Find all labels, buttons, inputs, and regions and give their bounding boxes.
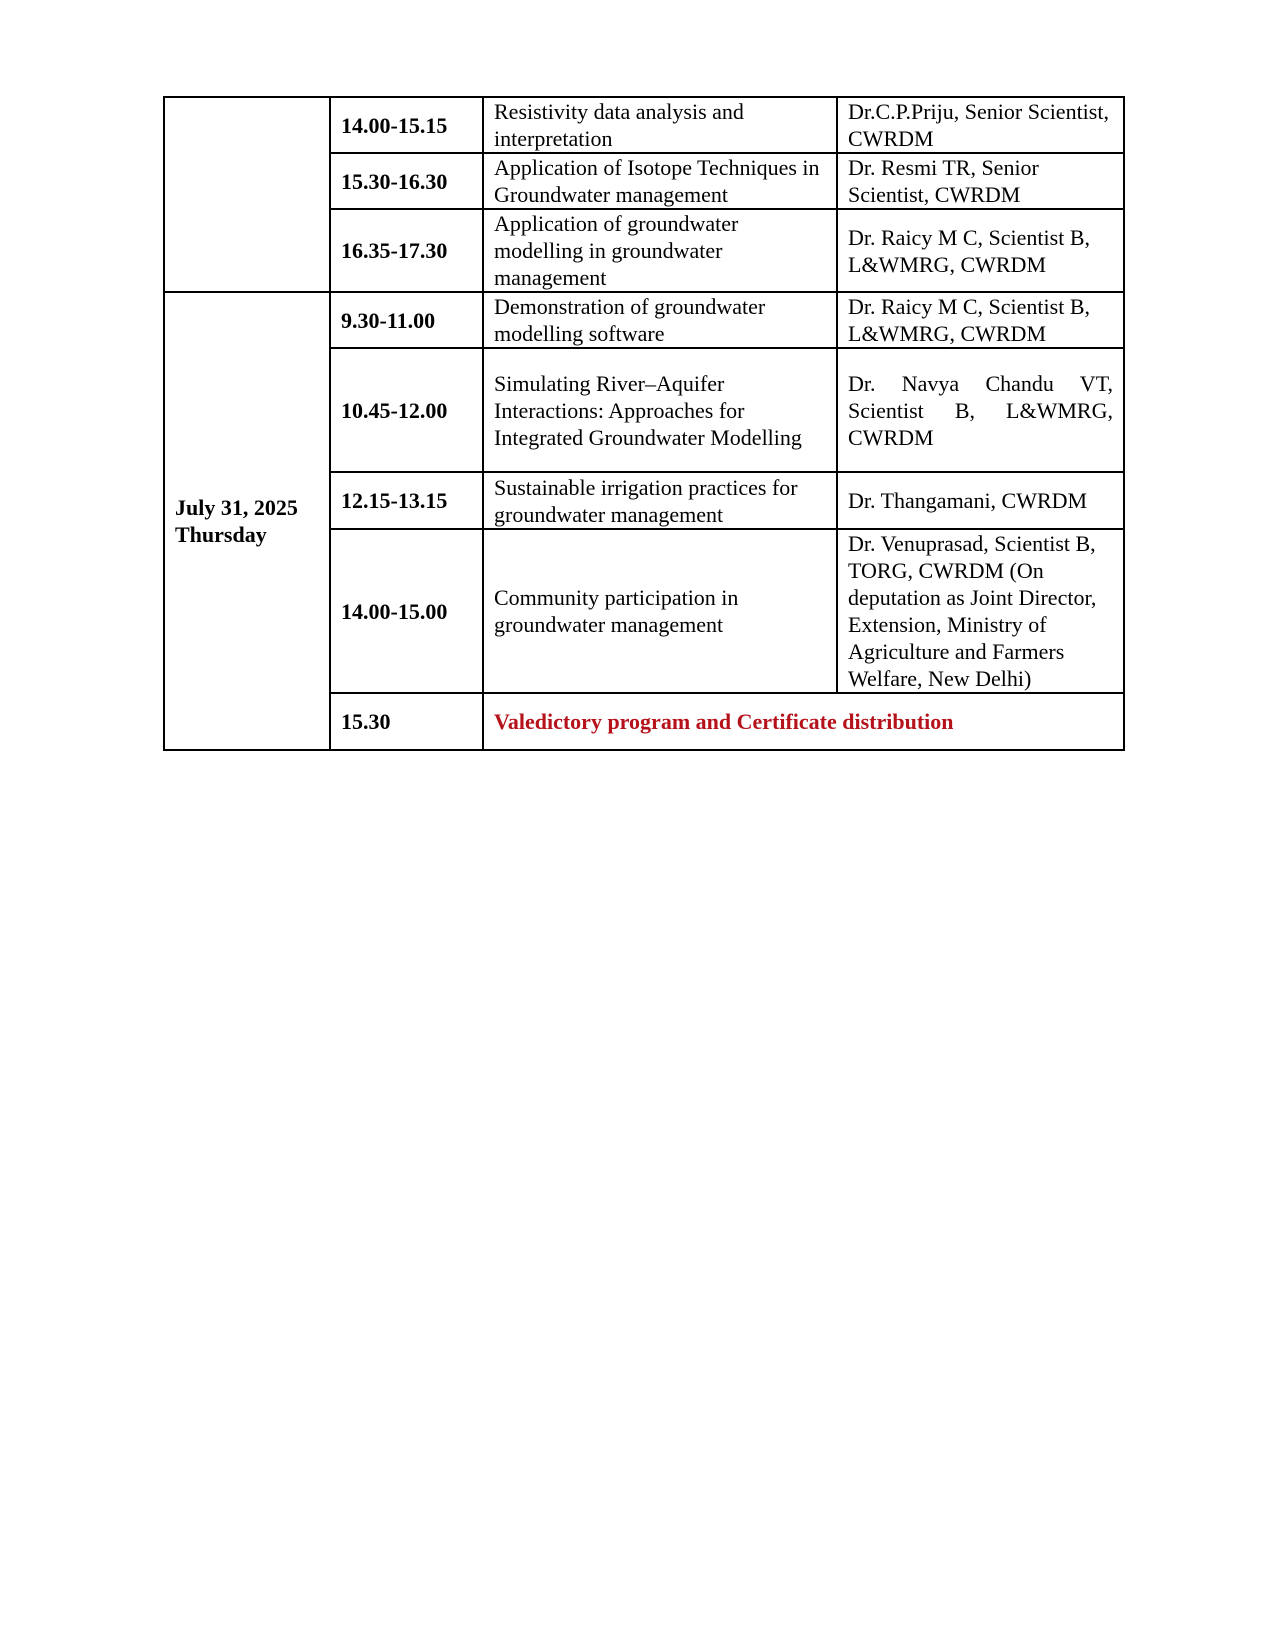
speaker-cell: Dr. Navya Chandu VT, Scientist B, L&WMRG, CWRDM	[837, 348, 1124, 472]
speaker-cell: Dr. Resmi TR, Senior Scientist, CWRDM	[837, 153, 1124, 209]
date-cell	[164, 292, 330, 750]
time-cell: 15.30	[330, 693, 483, 750]
date-cell-empty	[164, 97, 330, 292]
topic-cell: Application of Isotope Techniques in Groundwater management	[483, 153, 837, 209]
topic-cell: Sustainable irrigation practices for groundwater management	[483, 472, 837, 529]
time-cell: 15.30-16.30	[330, 153, 483, 209]
topic-cell: Simulating River–Aquifer Interactions: Approaches for Integrated Groundwater Modelling	[483, 348, 837, 472]
time-cell: 12.15-13.15	[330, 472, 483, 529]
topic-cell: Demonstration of groundwater modelling software	[483, 292, 837, 348]
time-cell: 10.45-12.00	[330, 348, 483, 472]
valedictory-cell: Valedictory program and Certificate distribution	[483, 693, 1124, 750]
table-row	[164, 292, 1124, 348]
day-weekday: Thursday	[175, 522, 267, 547]
speaker-cell: Dr. Raicy M C, Scientist B, L&WMRG, CWRDM	[837, 292, 1124, 348]
topic-cell: Application of groundwater modelling in groundwater management	[483, 209, 837, 292]
time-cell: 16.35-17.30	[330, 209, 483, 292]
speaker-cell: Dr.C.P.Priju, Senior Scientist, CWRDM	[837, 97, 1124, 153]
topic-cell: Community participation in groundwater management	[483, 529, 837, 693]
table-row	[164, 97, 1124, 153]
day-date: July 31, 2025	[175, 495, 298, 520]
schedule-table	[163, 96, 1125, 751]
speaker-cell: Dr. Thangamani, CWRDM	[837, 472, 1124, 529]
speaker-cell: Dr. Venuprasad, Scientist B, TORG, CWRDM (On deputation as Joint Director, Extension, Ministry of Agriculture and Farmers Welfare, New Delhi)	[837, 529, 1124, 693]
time-cell: 9.30-11.00	[330, 292, 483, 348]
time-cell: 14.00-15.15	[330, 97, 483, 153]
topic-cell: Resistivity data analysis and interpretation	[483, 97, 837, 153]
speaker-cell: Dr. Raicy M C, Scientist B, L&WMRG, CWRDM	[837, 209, 1124, 292]
time-cell: 14.00-15.00	[330, 529, 483, 693]
